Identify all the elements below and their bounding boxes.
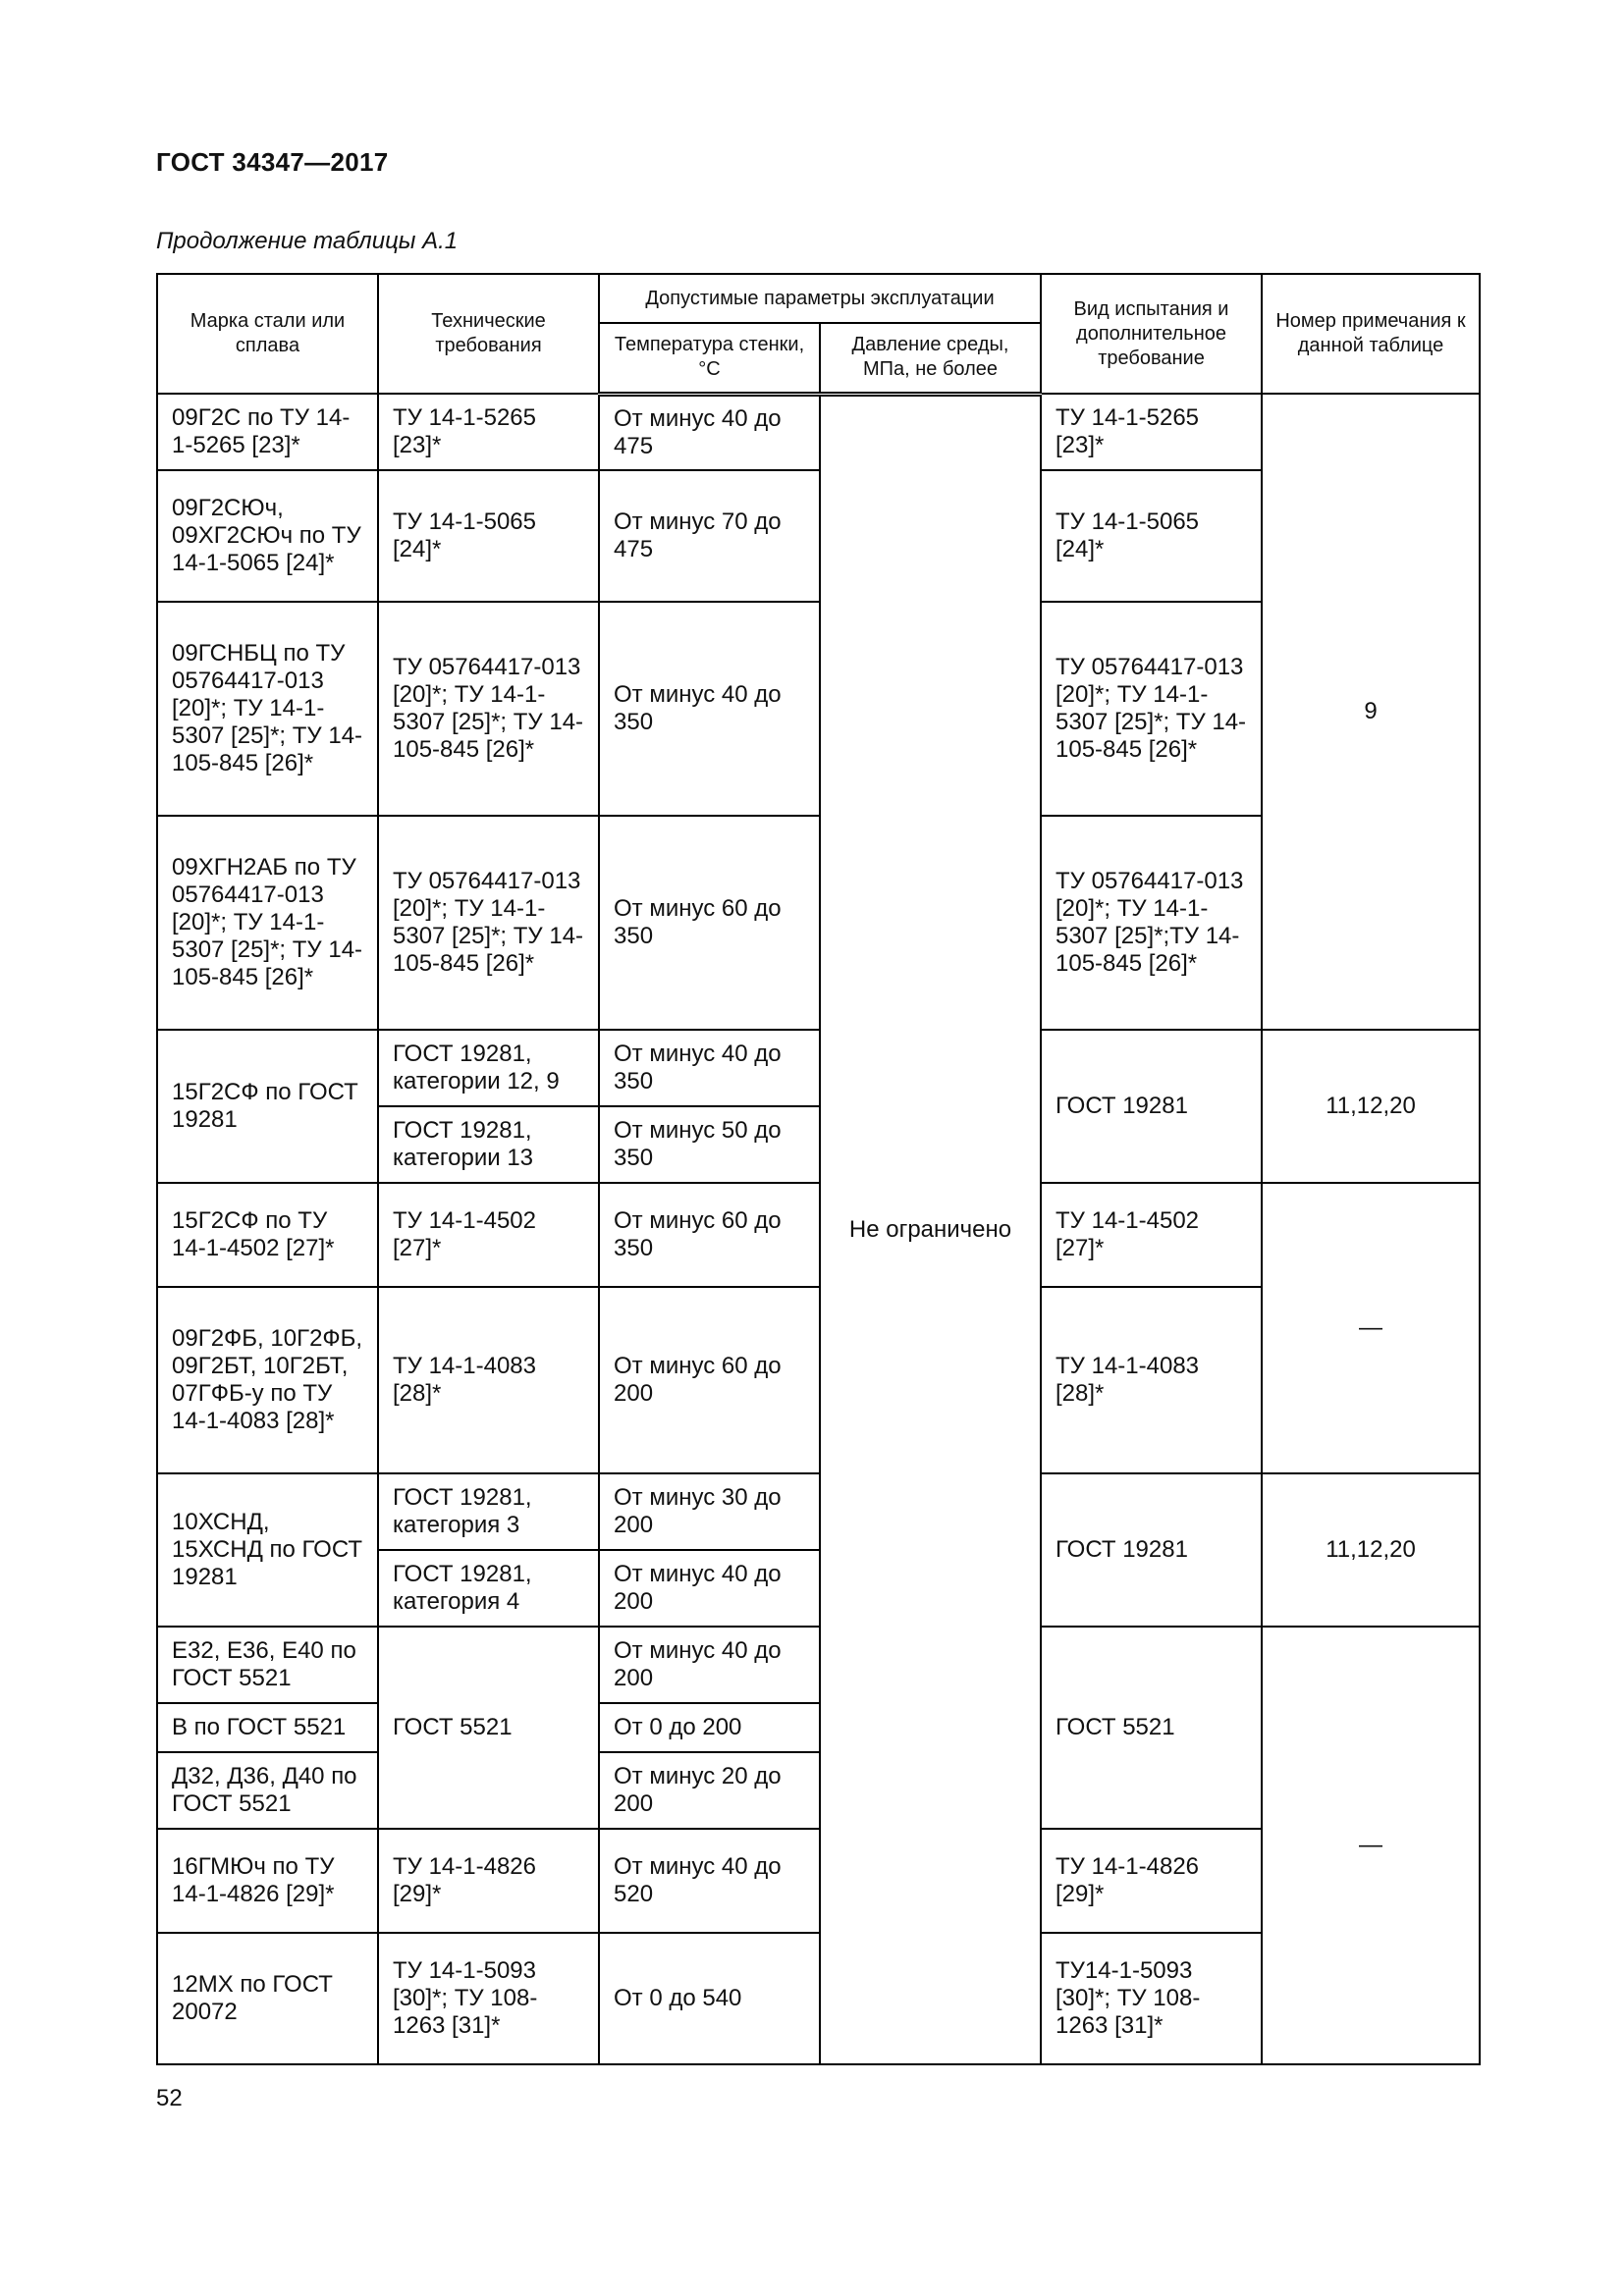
header-wall-temperature: Температура стенки, °С [599, 323, 820, 394]
page-number: 52 [156, 2085, 183, 2111]
cell-temp: От минус 40 до 350 [599, 1030, 820, 1106]
cell-grade: Е32, Е36, Е40 по ГОСТ 5521 [157, 1627, 378, 1703]
cell-tech: ТУ 14-1-4502 [27]* [378, 1183, 599, 1287]
cell-temp: От минус 40 до 350 [599, 602, 820, 816]
cell-temp: От минус 70 до 475 [599, 470, 820, 602]
cell-note: 9 [1262, 394, 1480, 1030]
cell-test: ТУ 05764417-013 [20]*; ТУ 14-1-5307 [25]*; ТУ 14-105-845 [26]* [1041, 602, 1262, 816]
cell-test: ГОСТ 5521 [1041, 1627, 1262, 1829]
header-grade: Марка стали или сплава [157, 274, 378, 394]
cell-grade: В по ГОСТ 5521 [157, 1703, 378, 1752]
cell-grade: 15Г2СФ по ТУ 14-1-4502 [27]* [157, 1183, 378, 1287]
header-note-number: Номер примечания к данной таблице [1262, 274, 1480, 394]
cell-test: ТУ 05764417-013 [20]*; ТУ 14-1-5307 [25]*;ТУ 14-105-845 [26]* [1041, 816, 1262, 1030]
cell-temp: От 0 до 200 [599, 1703, 820, 1752]
cell-test: ГОСТ 19281 [1041, 1473, 1262, 1627]
cell-grade: 09Г2ФБ, 10Г2ФБ, 09Г2БТ, 10Г2БТ, 07ГФБ-у по ТУ 14-1-4083 [28]* [157, 1287, 378, 1473]
cell-grade: 10ХСНД, 15ХСНД по ГОСТ 19281 [157, 1473, 378, 1627]
cell-test: ТУ 14-1-4502 [27]* [1041, 1183, 1262, 1287]
header-operating-params: Допустимые параметры эксплуатации [599, 274, 1041, 323]
cell-test: ТУ 14-1-4083 [28]* [1041, 1287, 1262, 1473]
cell-temp: От минус 40 до 200 [599, 1550, 820, 1627]
cell-grade: 12МХ по ГОСТ 20072 [157, 1933, 378, 2064]
cell-temp: От минус 60 до 200 [599, 1287, 820, 1473]
cell-tech: ТУ 14-1-5093 [30]*; ТУ 108-1263 [31]* [378, 1933, 599, 2064]
cell-grade: 09Г2С по ТУ 14-1-5265 [23]* [157, 394, 378, 470]
cell-tech: ГОСТ 19281, категории 12, 9 [378, 1030, 599, 1106]
cell-grade: 09ГСНБЦ по ТУ 05764417-013 [20]*; ТУ 14-1-5307 [25]*; ТУ 14-105-845 [26]* [157, 602, 378, 816]
cell-note: 11,12,20 [1262, 1030, 1480, 1183]
header-test-type: Вид испытания и дополнительное требование [1041, 274, 1262, 394]
cell-note: — [1262, 1183, 1480, 1473]
table-row [157, 1183, 1480, 1287]
cell-note: 11,12,20 [1262, 1473, 1480, 1627]
cell-grade: 09ХГН2АБ по ТУ 05764417-013 [20]*; ТУ 14-1-5307 [25]*; ТУ 14-105-845 [26]* [157, 816, 378, 1030]
cell-grade: 09Г2СЮч, 09ХГ2СЮч по ТУ 14-1-5065 [24]* [157, 470, 378, 602]
cell-test: ТУ14-1-5093 [30]*; ТУ 108-1263 [31]* [1041, 1933, 1262, 2064]
cell-temp: От минус 60 до 350 [599, 1183, 820, 1287]
table-caption: Продолжение таблицы А.1 [156, 228, 459, 254]
header-tech-requirements: Технические требования [378, 274, 599, 394]
cell-temp: От минус 40 до 520 [599, 1829, 820, 1933]
cell-tech: ТУ 14-1-5065 [24]* [378, 470, 599, 602]
cell-test: ТУ 14-1-5265 [23]* [1041, 394, 1262, 470]
cell-tech: ТУ 14-1-4826 [29]* [378, 1829, 599, 1933]
steel-grades-table [156, 273, 1481, 2065]
cell-tech: ТУ 05764417-013 [20]*; ТУ 14-1-5307 [25]*; ТУ 14-105-845 [26]* [378, 602, 599, 816]
cell-test: ТУ 14-1-5065 [24]* [1041, 470, 1262, 602]
cell-temp: От минус 50 до 350 [599, 1106, 820, 1183]
cell-temp: От минус 40 до 475 [599, 394, 820, 470]
cell-test: ГОСТ 19281 [1041, 1030, 1262, 1183]
table-row [157, 1473, 1480, 1550]
cell-tech: ТУ 05764417-013 [20]*; ТУ 14-1-5307 [25]*; ТУ 14-105-845 [26]* [378, 816, 599, 1030]
table-row [157, 394, 1480, 470]
cell-test: ТУ 14-1-4826 [29]* [1041, 1829, 1262, 1933]
cell-grade: 15Г2СФ по ГОСТ 19281 [157, 1030, 378, 1183]
cell-temp: От минус 60 до 350 [599, 816, 820, 1030]
cell-grade: 16ГМЮч по ТУ 14-1-4826 [29]* [157, 1829, 378, 1933]
cell-temp: От минус 30 до 200 [599, 1473, 820, 1550]
document-title: ГОСТ 34347—2017 [156, 147, 389, 177]
cell-tech: ТУ 14-1-4083 [28]* [378, 1287, 599, 1473]
table-row [157, 1030, 1480, 1106]
cell-tech: ГОСТ 19281, категории 13 [378, 1106, 599, 1183]
header-pressure: Давление среды, МПа, не более [820, 323, 1041, 394]
cell-tech: ГОСТ 5521 [378, 1627, 599, 1829]
cell-tech: ТУ 14-1-5265 [23]* [378, 394, 599, 470]
table-row [157, 1627, 1480, 1703]
cell-temp: От минус 40 до 200 [599, 1627, 820, 1703]
cell-note: — [1262, 1627, 1480, 2064]
cell-pressure: Не ограничено [820, 394, 1041, 2064]
cell-temp: От 0 до 540 [599, 1933, 820, 2064]
cell-grade: Д32, Д36, Д40 по ГОСТ 5521 [157, 1752, 378, 1829]
cell-temp: От минус 20 до 200 [599, 1752, 820, 1829]
cell-tech: ГОСТ 19281, категория 4 [378, 1550, 599, 1627]
cell-tech: ГОСТ 19281, категория 3 [378, 1473, 599, 1550]
